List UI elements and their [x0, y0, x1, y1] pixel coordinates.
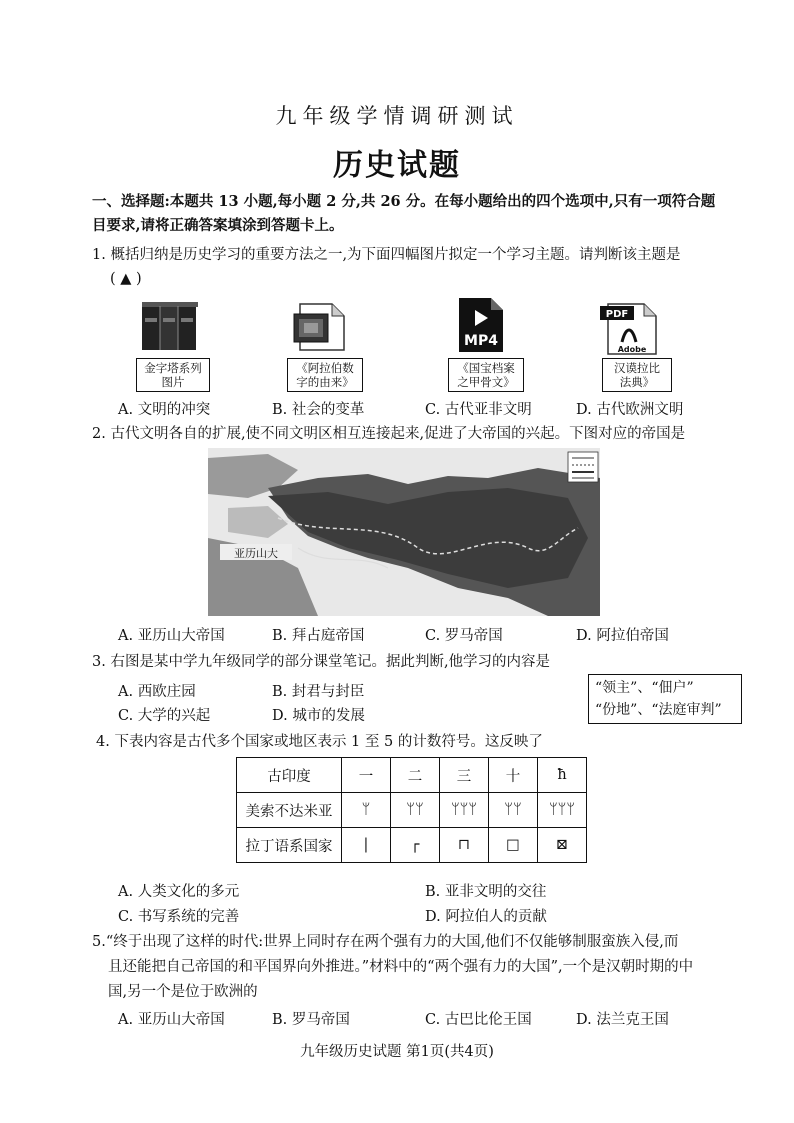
q2-option-d: D. 阿拉伯帝国: [576, 628, 669, 644]
image-file-icon: [290, 300, 350, 352]
q4-option-d: D. 阿拉伯人的贡献: [425, 909, 547, 925]
q1-option-a: A. 文明的冲突: [118, 402, 211, 418]
q1-caption-3: [448, 358, 524, 392]
empire-map-image: [208, 448, 600, 616]
question-1-stem: 1. 概括归纳是历史学习的重要方法之一,为下面四幅图片拟定一个学习主题。请判断该主题是: [92, 247, 681, 263]
counting-symbols-table: [236, 757, 587, 863]
q3-option-a: A. 西欧庄园: [118, 684, 196, 700]
symbol-cell: ᛘᛘᛘ: [440, 793, 489, 828]
q1-caption-4-line2: 法典》: [619, 375, 655, 389]
q5-option-b: B. 罗马帝国: [272, 1012, 350, 1028]
symbol-cell: ⊠: [538, 828, 587, 863]
q1-caption-1-line2: 图片: [161, 375, 185, 389]
q1-caption-1-line1: 金字塔系列: [144, 361, 202, 375]
question-5-stem-line2: 且还能把自己帝国的和平国界向外推进。”材料中的“两个强有力的大国”,一个是汉朝时期的中: [108, 959, 694, 975]
q5-option-d: D. 法兰克王国: [576, 1012, 669, 1028]
q1-caption-3-line2: 之甲骨文》: [457, 375, 515, 389]
section-instructions-line1: 一、选择题:本题共 13 小题,每小题 2 分,共 26 分。在每小题给出的四个选项中,只有一项符合题: [92, 193, 716, 210]
row-label-ancient-india: 古印度: [237, 758, 342, 793]
q2-option-b: B. 拜占庭帝国: [272, 628, 365, 644]
q3-option-d: D. 城市的发展: [272, 708, 365, 724]
symbol-cell: |: [342, 828, 391, 863]
q4-option-b: B. 亚非文明的交往: [425, 884, 547, 900]
pdf-badge: PDF: [605, 309, 629, 320]
row-label-mesopotamia: 美索不达米亚: [237, 793, 342, 828]
mp4-badge: MP4: [464, 333, 498, 349]
symbol-cell: ħ: [538, 758, 587, 793]
page-footer: 九年级历史试题 第1页(共4页): [300, 1044, 494, 1060]
question-5-stem-line1: 5.“终于出现了这样的时代:世界上同时存在两个强有力的大国,他们不仅能够制服蛮族入侵,而: [92, 934, 679, 950]
row-label-latin-countries: 拉丁语系国家: [237, 828, 342, 863]
symbol-cell: 二: [391, 758, 440, 793]
q1-caption-4-line1: 汉谟拉比: [614, 361, 660, 375]
section-instructions-line2: 目要求,请将正确答案填涂到答题卡上。: [92, 217, 344, 234]
class-notes-box: [588, 674, 742, 724]
q1-option-c: C. 古代亚非文明: [425, 402, 532, 418]
q1-caption-1: [136, 358, 210, 392]
symbol-cell: ⊓: [440, 828, 489, 863]
symbol-cell: ᛘᛘ: [391, 793, 440, 828]
q4-option-a: A. 人类文化的多元: [118, 884, 240, 900]
symbol-cell: ᛘ: [342, 793, 391, 828]
pdf-file-icon: [598, 300, 662, 356]
map-label-alexander: 亚历山大: [234, 547, 278, 560]
q2-option-c: C. 罗马帝国: [425, 628, 503, 644]
exam-title: 九年级学情调研测试: [275, 104, 519, 128]
question-5-stem-line3: 国,另一个是位于欧洲的: [108, 984, 258, 1000]
q1-caption-2: [287, 358, 363, 392]
symbol-cell: 一: [342, 758, 391, 793]
q3-option-c: C. 大学的兴起: [118, 708, 211, 724]
table-row: [237, 758, 587, 793]
q1-caption-2-line1: 《阿拉伯数: [296, 361, 354, 375]
exam-subject-title: 历史试题: [333, 148, 461, 183]
q4-option-c: C. 书写系统的完善: [118, 909, 240, 925]
question-2-stem: 2. 古代文明各自的扩展,使不同文明区相互连接起来,促进了大帝国的兴起。下图对应的帝国是: [92, 426, 686, 442]
q5-option-c: C. 古巴比伦王国: [425, 1012, 532, 1028]
class-notes-line1: “领主”、“佃户”: [595, 680, 694, 696]
adobe-brand-text: Adobe: [617, 345, 647, 354]
class-notes-line2: “份地”、“法庭审判”: [595, 702, 722, 718]
q1-caption-4: [602, 358, 672, 392]
symbol-cell: ᛘᛘ: [489, 793, 538, 828]
symbol-cell: ᛘᛘᛘ: [538, 793, 587, 828]
q2-option-a: A. 亚历山大帝国: [118, 628, 225, 644]
mp4-file-icon: [455, 296, 507, 354]
table-row: [237, 793, 587, 828]
table-row: [237, 828, 587, 863]
question-4-stem: 4. 下表内容是古代多个国家或地区表示 1 至 5 的计数符号。这反映了: [96, 734, 543, 750]
symbol-cell: 十: [489, 758, 538, 793]
question-3-stem: 3. 右图是某中学九年级同学的部分课堂笔记。据此判断,他学习的内容是: [92, 654, 551, 670]
symbol-cell: □: [489, 828, 538, 863]
q1-option-b: B. 社会的变革: [272, 402, 365, 418]
symbol-cell: ┌: [391, 828, 440, 863]
q1-caption-3-line1: 《国宝档案: [457, 361, 515, 375]
q5-option-a: A. 亚历山大帝国: [118, 1012, 225, 1028]
book-collection-icon: [140, 300, 200, 352]
q3-option-b: B. 封君与封臣: [272, 684, 365, 700]
question-1-answer-slot: ( ▲ ): [110, 271, 142, 287]
q1-option-d: D. 古代欧洲文明: [576, 402, 684, 418]
symbol-cell: 三: [440, 758, 489, 793]
q1-caption-2-line2: 字的由来》: [296, 375, 354, 389]
